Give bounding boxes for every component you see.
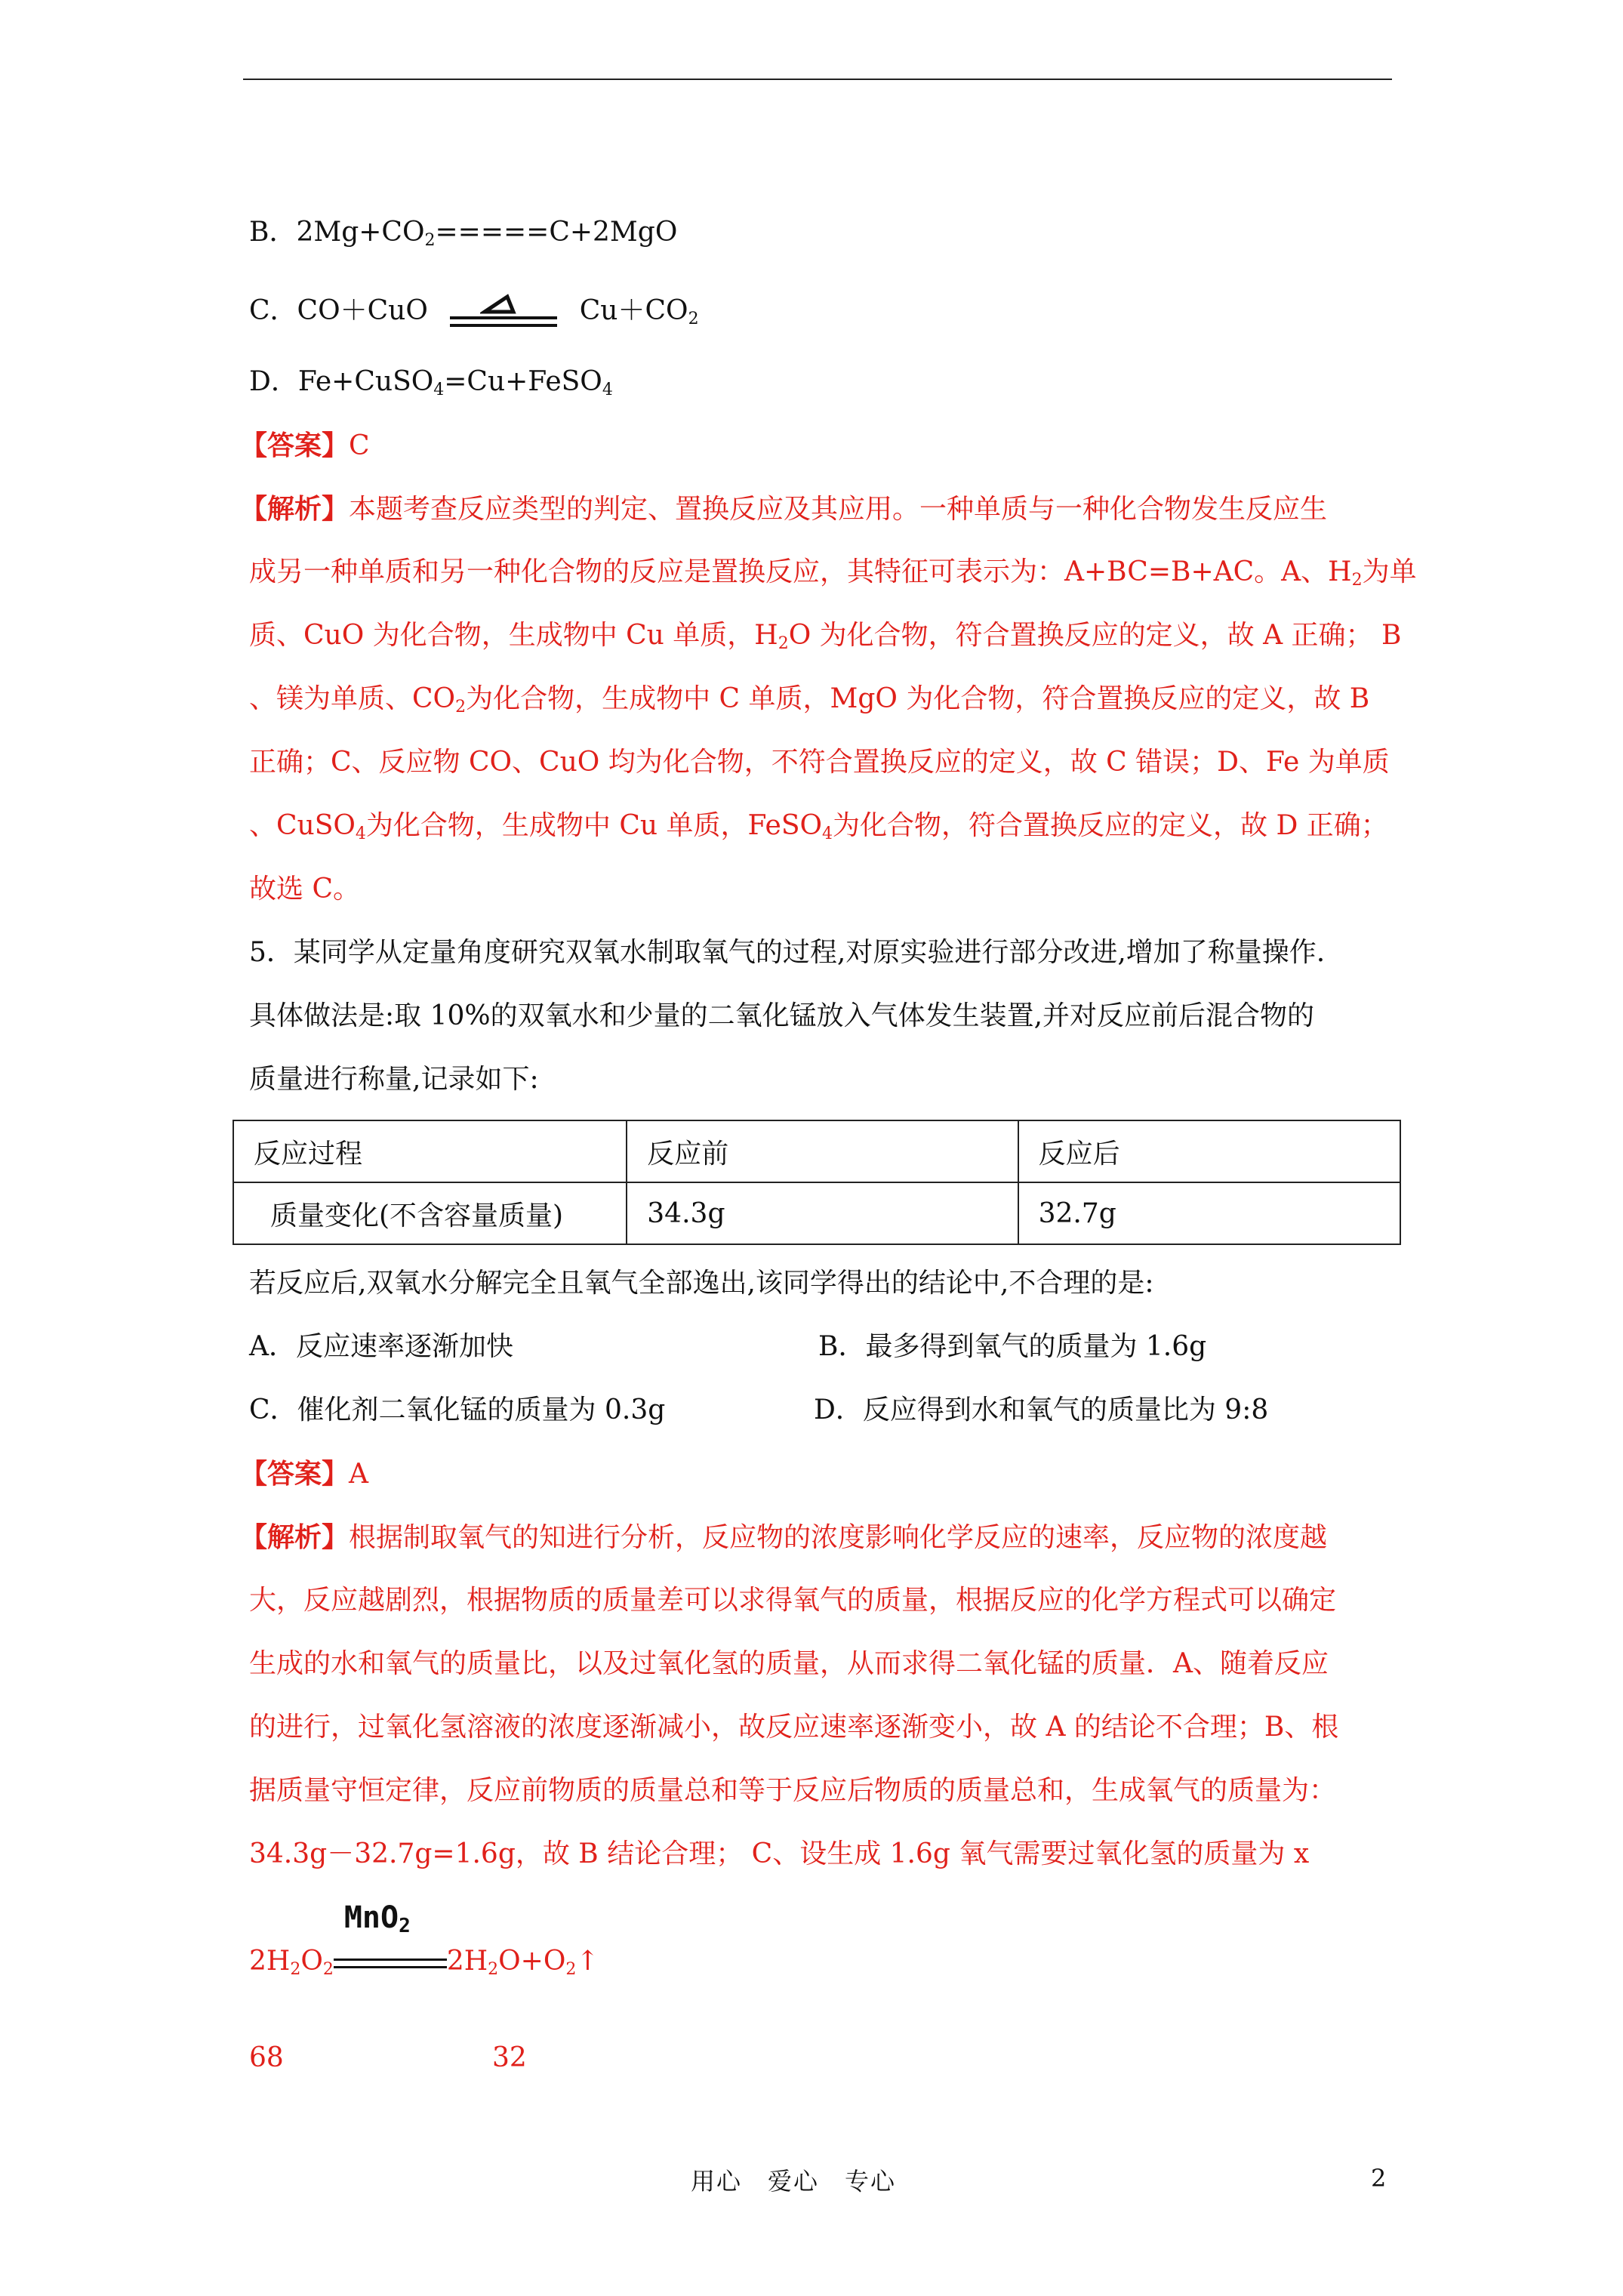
q4-analysis-line-5: 正确；C、反应物 CO、CuO 均为化合物，不符合置换反应的定义，故 C 错误；D、Fe 为单质	[249, 747, 1390, 778]
q4-analysis-line-3: 质、CuO 为化合物，生成物中 Cu 单质，$H_2O$ 为化合物，符合置换反应的定义，故 A 正确； B	[249, 620, 1402, 653]
table-header-cell: 反应过程	[233, 1120, 627, 1182]
q5-stem-line-2: 具体做法是:取 10%的双氧水和少量的二氧化锰放入气体发生装置,并对反应前后混合物的	[249, 1000, 1315, 1031]
table-cell: 质量变化(不含容量质量)	[233, 1182, 627, 1244]
q5-question: 若反应后,双氧水分解完全且氧气全部逸出,该同学得出的结论中,不合理的是:	[249, 1268, 1154, 1299]
q5-analysis-line-4: 的进行，过氧化氢溶液的浓度逐渐减小，故反应速率逐渐变小，故 A 的结论不合理；B、根	[249, 1712, 1339, 1743]
table-header-cell: 反应前	[627, 1120, 1018, 1182]
q5-stem-line-3: 质量进行称量,记录如下:	[249, 1064, 539, 1095]
q5-analysis-line-2: 大，反应越剧烈，根据物质的质量差可以求得氧气的质量，根据反应的化学方程式可以确定	[249, 1585, 1337, 1616]
q5-analysis-line-3: 生成的水和氧气的质量比，以及过氧化氢的质量，从而求得二氧化锰的质量．A、随着反应	[249, 1648, 1329, 1679]
q5-stem-line-1: 5．某同学从定量角度研究双氧水制取氧气的过程,对原实验进行部分改进,增加了称量操作.	[249, 937, 1326, 968]
q5-option-d: D．反应得到水和氧气的质量比为 9:8	[814, 1395, 1269, 1425]
q5-option-b: B．最多得到氧气的质量为 1.6g	[818, 1331, 1207, 1362]
option-b: B．$2Mg+CO_2=====C+2MgO$	[249, 217, 678, 250]
q4-analysis-line-6: 、CuSO$_4$为化合物，生成物中 Cu 单质，FeSO$_4$为化合物，符合置换反应的定义，故 D 正确；	[249, 810, 1388, 843]
q4-analysis-line-7: 故选 C。	[249, 874, 360, 905]
catalyst-label: MnO$_2$	[343, 1900, 411, 1937]
mass-left: 68	[249, 2042, 284, 2073]
table-cell: 34.3g	[627, 1182, 1018, 1244]
triangle-heat-icon	[480, 292, 525, 315]
option-d: D．Fe+CuSO$_4$=Cu+FeSO$_4$	[249, 366, 613, 399]
q4-analysis-line-4: 、镁为单质、$CO_2$为化合物，生成物中 C 单质，MgO 为化合物，符合置换反应的定义，故 B	[249, 683, 1370, 717]
q5-option-a: A．反应速率逐渐加快	[249, 1331, 513, 1362]
up-arrow-icon: ↑	[576, 1946, 599, 1977]
mass-right: 32	[492, 2042, 527, 2073]
heating-condition-sign	[450, 295, 557, 330]
table-header-cell: 反应后	[1018, 1120, 1400, 1182]
q5-analysis-line-1: 【解析】根据制取氧气的知进行分析，反应物的浓度影响化学反应的速率，反应物的浓度越	[240, 1521, 1328, 1553]
header-rule	[243, 79, 1392, 80]
q5-analysis-line-5: 据质量守恒定律，反应前物质的质量总和等于反应后物质的质量总和，生成氧气的质量为：	[249, 1775, 1337, 1806]
table-row	[233, 1182, 1400, 1244]
q4-analysis-line-1: 【解析】本题考查反应类型的判定、置换反应及其应用。一种单质与一种化合物发生反应生	[240, 493, 1328, 525]
q5-analysis-line-6: 34.3g－32.7g=1.6g，故 B 结论合理； C、设生成 1.6g 氧气需要过氧化氢的质量为 x	[249, 1838, 1310, 1869]
mass-record-table	[233, 1120, 1401, 1245]
q4-analysis-line-2: 成另一种单质和另一种化合物的反应是置换反应，其特征可表示为：A+BC=B+AC。A、$H_2$为单	[249, 556, 1417, 590]
q4-answer: 【答案】C	[240, 430, 370, 461]
q5-option-c: C．催化剂二氧化锰的质量为 0.3g	[249, 1395, 666, 1425]
footer-text: 用心 爱心 专心	[691, 2167, 897, 2196]
q5-answer: 【答案】A	[240, 1458, 369, 1490]
decomposition-equation: $2H_2O_2$ MnO$_2$ $2H_2O+O_2↑$	[249, 1900, 599, 1979]
catalyst-condition	[334, 1900, 447, 1980]
page-number: 2	[1371, 2164, 1387, 2193]
option-c: C．CO＋CuO $Cu+CO_2$	[249, 294, 699, 330]
table-row	[233, 1120, 1400, 1182]
table-cell: 32.7g	[1018, 1182, 1400, 1244]
